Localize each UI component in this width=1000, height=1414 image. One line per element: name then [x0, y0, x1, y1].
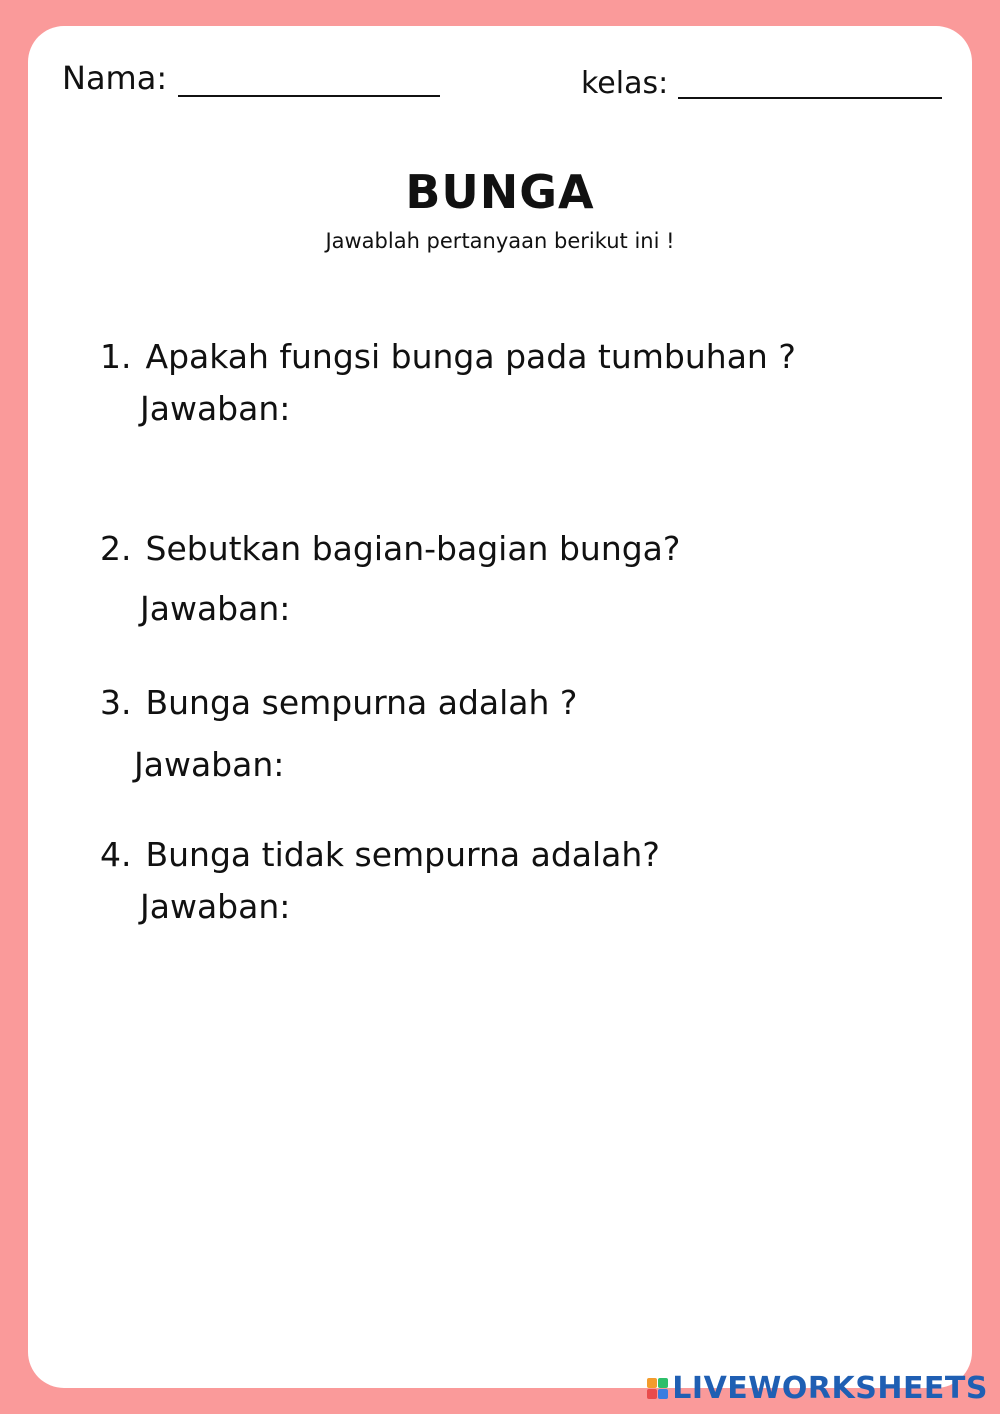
worksheet-page	[28, 26, 972, 1388]
question-number: 4.	[100, 835, 132, 874]
class-label	[581, 64, 668, 104]
question-text: Apakah fungsi bunga pada tumbuhan ?	[145, 337, 796, 376]
class-label-text: kelas:	[581, 66, 669, 101]
page-title: BUNGA	[405, 165, 595, 219]
liveworksheets-mark-icon	[647, 1378, 668, 1399]
mark-square-1	[647, 1378, 657, 1388]
liveworksheets-logo	[647, 1371, 988, 1406]
mark-square-4	[658, 1389, 668, 1399]
question-2	[100, 528, 680, 570]
page-instructions: Jawablah pertanyaan berikut ini !	[325, 229, 675, 253]
answer-label-1: Jawaban:	[140, 389, 291, 428]
answer-label-3: Jawaban:	[134, 745, 285, 784]
question-number: 2.	[100, 529, 132, 568]
class-field-line[interactable]	[678, 97, 942, 99]
name-label	[62, 58, 167, 98]
mark-square-3	[647, 1389, 657, 1399]
question-text: Sebutkan bagian-bagian bunga?	[145, 529, 681, 568]
question-text: Bunga sempurna adalah ?	[145, 683, 578, 722]
question-1	[100, 336, 796, 378]
question-4	[100, 834, 660, 876]
mark-square-2	[658, 1378, 668, 1388]
name-label-text: Nama:	[62, 59, 168, 97]
answer-label-4: Jawaban:	[140, 887, 291, 926]
question-3	[100, 682, 577, 724]
liveworksheets-wordmark: LIVEWORKSHEETS	[672, 1371, 988, 1406]
question-number: 3.	[100, 683, 132, 722]
question-text: Bunga tidak sempurna adalah?	[145, 835, 660, 874]
question-number: 1.	[100, 337, 132, 376]
answer-label-2: Jawaban:	[140, 589, 291, 628]
name-field-line[interactable]	[178, 95, 440, 97]
